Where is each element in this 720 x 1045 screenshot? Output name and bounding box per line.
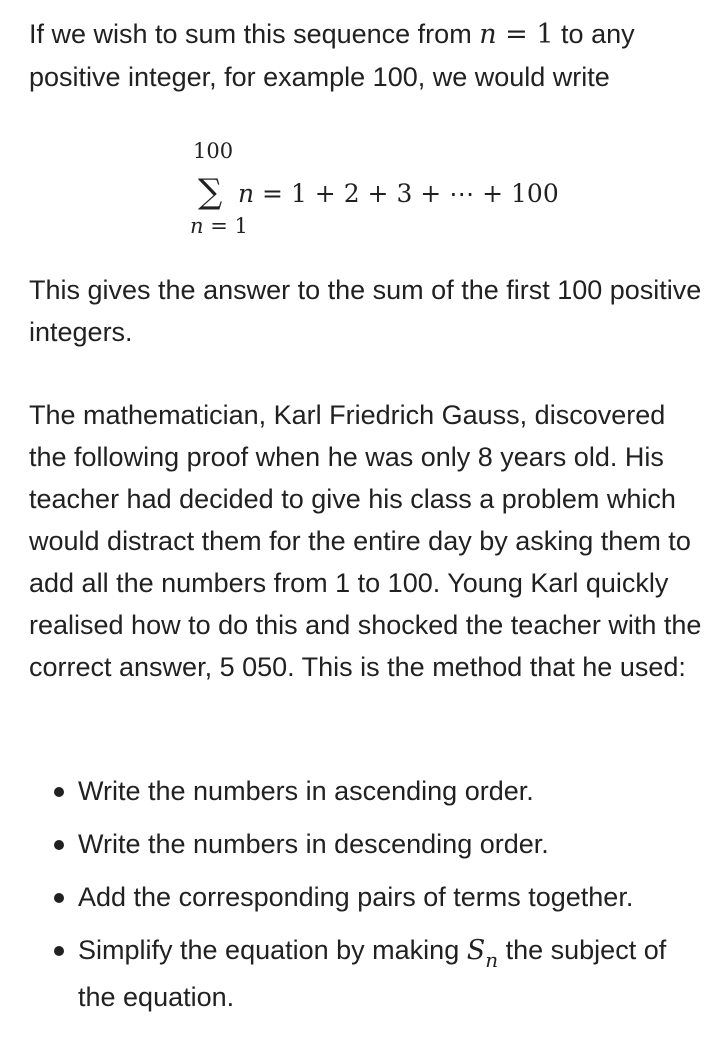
intro-text-end: to any positive integer, for example 100, we would write <box>29 19 635 92</box>
sum-variable: n <box>238 179 255 208</box>
sum-lower-limit <box>190 214 248 239</box>
summation-formula <box>0 0 720 260</box>
sum-terms: = 1 + 2 + 3 + ⋯ + 100 <box>254 179 559 208</box>
s-subscript: n <box>485 948 499 972</box>
list-item-text: Add the corresponding pairs of terms together. <box>78 882 634 912</box>
bullet-dot <box>54 946 64 956</box>
bullet-dot <box>54 893 64 903</box>
bullet-dot <box>54 840 64 850</box>
lower-limit-variable: n <box>190 214 204 238</box>
list-item <box>78 821 708 867</box>
lower-limit-value: = 1 <box>203 214 248 238</box>
list-item <box>78 874 708 920</box>
list-item-text: Write the numbers in descending order. <box>78 829 549 859</box>
paragraph-gauss-story: The mathematician, Karl Friedrich Gauss, discovered the following proof when he was only 8 years old. His teacher had decided to give his class a problem which would distract them for the entire day by asking them to add all the numbers from 1 to 100. Young Karl quickly realised how to do this and shocked the teacher with the correct answer, 5 050. This is the method that he used: <box>29 400 702 682</box>
sum-expression <box>238 176 559 212</box>
intro-text: If we wish to sum this sequence from <box>29 19 480 49</box>
list-item-text: Simplify the equation by making <box>78 935 467 965</box>
intro-variable: n <box>479 19 497 50</box>
list-item <box>78 768 708 814</box>
bullet-dot <box>54 787 64 797</box>
sigma-symbol: ∑ <box>198 172 223 212</box>
s-variable: S <box>466 935 486 966</box>
intro-equals: = 1 <box>496 19 554 50</box>
sum-upper-limit: 100 <box>193 139 234 163</box>
paragraph-sum-answer: This gives the answer to the sum of the first 100 positive integers. <box>29 275 702 347</box>
list-item <box>78 927 708 1020</box>
list-item-text: Write the numbers in ascending order. <box>78 776 534 806</box>
list-item-text-end: the subject of the equation. <box>78 935 667 1012</box>
